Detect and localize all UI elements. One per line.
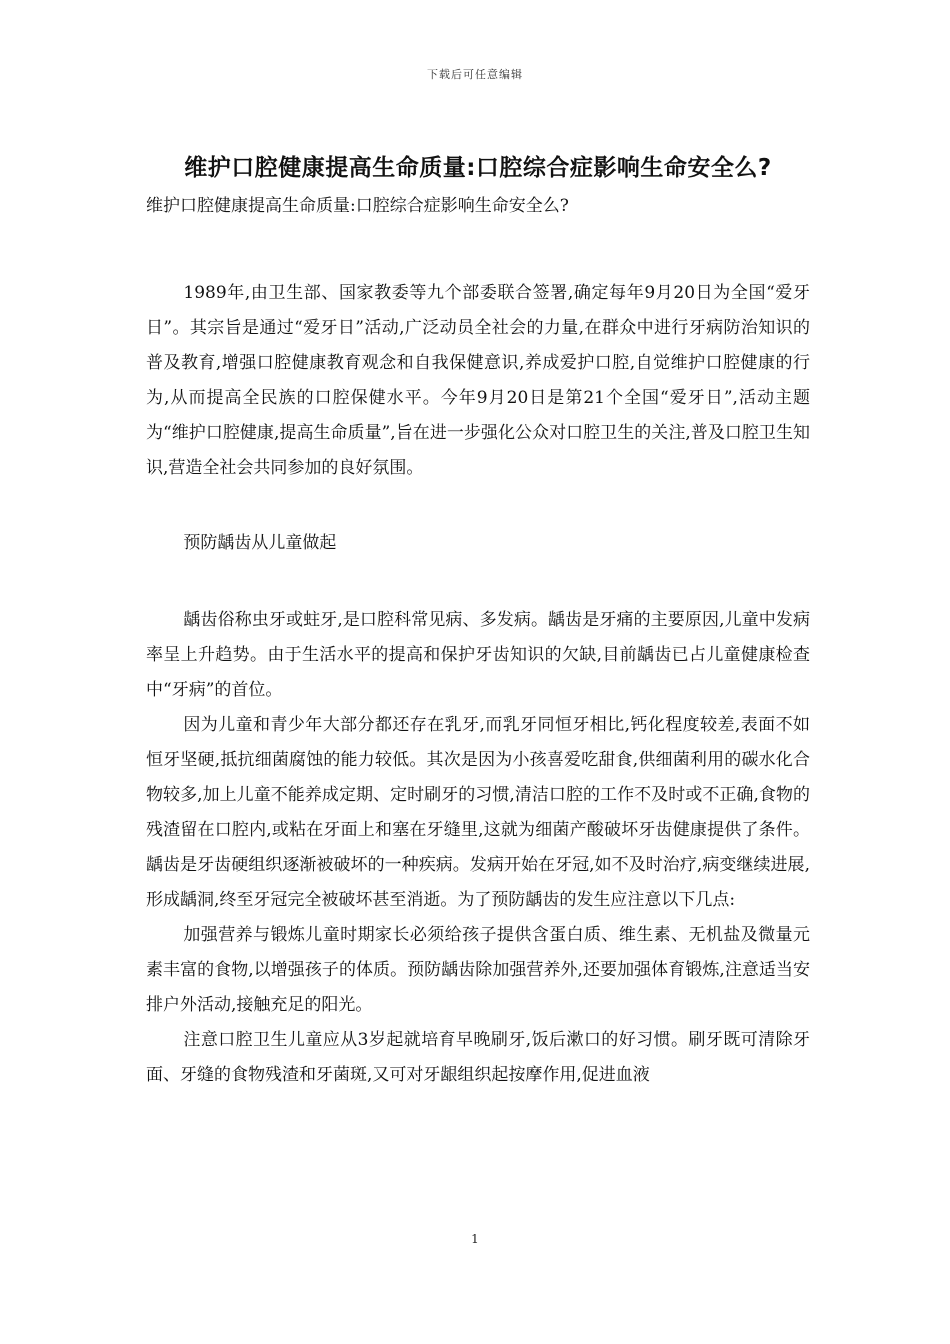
- spacer: [146, 486, 810, 526]
- section-heading: 预防龋齿从儿童做起: [183, 533, 337, 553]
- document-subtitle: 维护口腔健康提高生命质量:口腔综合症影响生命安全么?: [146, 196, 569, 216]
- body-paragraph: 注意口腔卫生儿童应从3岁起就培育早晚刷牙,饭后漱口的好习惯。刷牙既可清除牙面、牙缝的食物残渣和牙菌斑,又可对牙龈组织起按摩作用,促进血液: [146, 1030, 810, 1085]
- page-number: 1: [471, 1232, 479, 1246]
- body-paragraph: 龋齿俗称虫牙或蛀牙,是口腔科常见病、多发病。龋齿是牙痛的主要原因,儿童中发病率呈上升趋势。由于生活水平的提高和保护牙齿知识的欠缺,目前龋齿已占儿童健康检查中“牙病”的首位。: [146, 610, 810, 700]
- spacer: [146, 220, 810, 276]
- spacer: [146, 561, 810, 603]
- body-paragraph: 因为儿童和青少年大部分都还存在乳牙,而乳牙同恒牙相比,钙化程度较差,表面不如恒牙坚硬,抵抗细菌腐蚀的能力较低。其次是因为小孩喜爱吃甜食,供细菌利用的碳水化合物较多,加上儿童不能养成定期、定时刷牙的习惯,清洁口腔的工作不及时或不正确,食物的残渣留在口腔内,或粘在牙面上和塞在牙缝里,这就为细菌产酸破坏牙齿健康提供了条件。 龋齿是牙齿硬组织逐渐被破坏的一种疾病。发病开始在牙冠,如不及时治疗,病变继续进展,形成龋洞,终至牙冠完全被破坏甚至消逝。为了预防龋齿的发生应注意以下几点:: [146, 715, 810, 910]
- document-title: 维护口腔健康提高生命质量:口腔综合症影响生命安全么?: [184, 155, 772, 181]
- header-note: 下载后可任意编辑: [427, 68, 523, 81]
- intro-paragraph: 1989年,由卫生部、国家教委等九个部委联合签署,确定每年9月20日为全国“爱牙日”。其宗旨是通过“爱牙日”活动,广泛动员全社会的力量,在群众中进行牙病防治知识的普及教育,增强口腔健康教育观念和自我保健意识,养成爱护口腔,自觉维护口腔健康的行为,从而提高全民族的口腔保健水平。今年9月20日是第21个全国“爱牙日”,活动主题为“维护口腔健康,提高生命质量”,旨在进一步强化公众对口腔卫生的关注,普及口腔卫生知识,营造全社会共同参加的良好氛围。: [146, 283, 810, 478]
- document-body: [146, 150, 810, 1093]
- body-paragraph: 加强营养与锻炼儿童时期家长必须给孩子提供含蛋白质、维生素、无机盐及微量元素丰富的食物,以增强孩子的体质。预防龋齿除加强营养外,还要加强体育锻炼,注意适当安排户外活动,接触充足的阳光。: [146, 925, 810, 1015]
